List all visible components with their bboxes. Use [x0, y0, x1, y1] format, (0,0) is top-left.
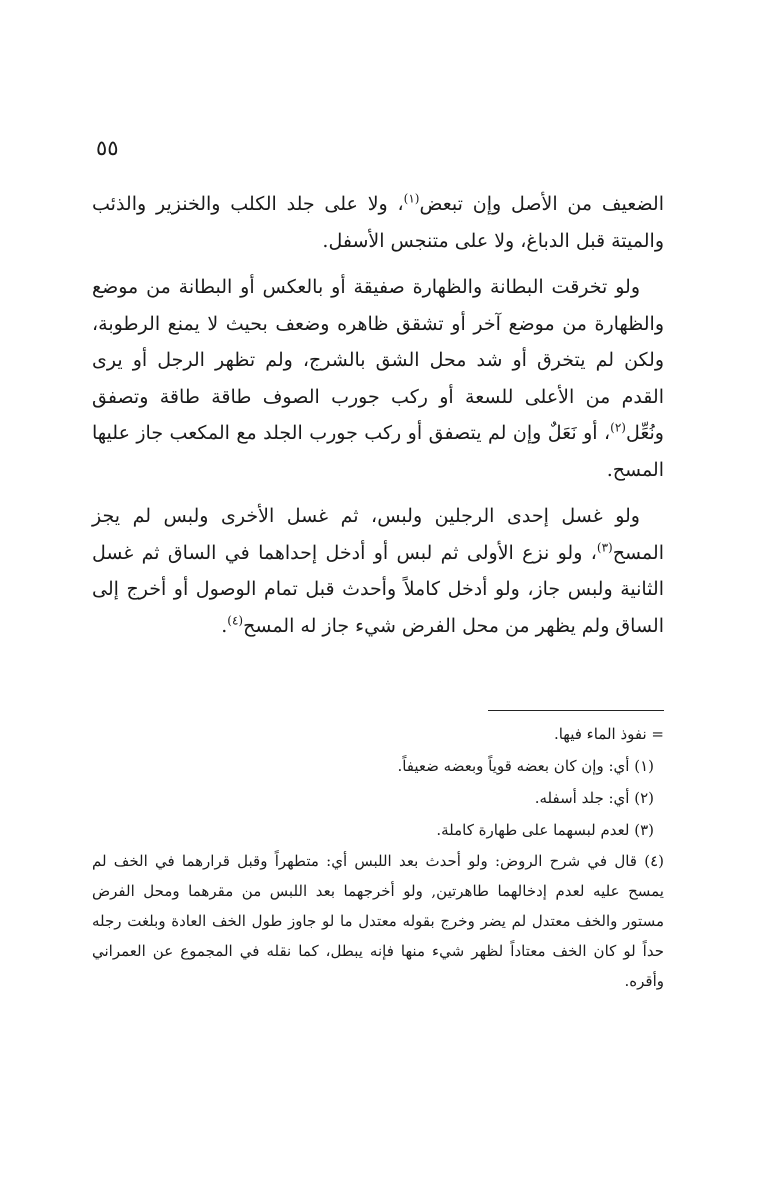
paragraph-1-text-b: ، ولا على جلد الكلب والخنزير والذئب والميتة قبل الدباغ، ولا على متنجس الأسفل.: [92, 193, 664, 252]
paragraph-2: [92, 269, 664, 488]
paragraph-3-text-a: ولو غسل إحدى الرجلين ولبس، ثم غسل الأخرى ولبس لم يجز المسح: [92, 505, 664, 564]
page-number: ٥٥: [96, 136, 119, 160]
paragraph-3-text-b: ، ولو نزع الأولى ثم لبس أو أدخل إحداهما في الساق ثم غسل الثانية ولبس جاز، ولو أدخل كاملاً وأحدث قبل تمام الوصول أو أخرج إلى الساق ولم يظهر من محل الفرض شيء جاز له المسح: [92, 541, 664, 637]
footnotes: [92, 718, 664, 996]
footnote-ref-3: (٣): [596, 540, 613, 555]
paragraph-1-text-a: الضعيف من الأصل وإن تبعض: [419, 193, 664, 215]
paragraph-3-text-c: .: [221, 614, 228, 637]
footnote-ref-1: (١): [403, 191, 420, 206]
footnote-ref-4: (٤): [227, 613, 244, 628]
main-text: [92, 186, 664, 654]
footnote-1: (١) أي: وإن كان بعضه قوياً وبعضه ضعيفاً.: [397, 757, 654, 775]
footnote-3: (٣) لعدم لبسهما على طهارة كاملة.: [436, 821, 654, 839]
footnote-ref-2: (٢): [610, 420, 626, 435]
footnote-continuation: = نفوذ الماء فيها.: [553, 725, 664, 743]
paragraph-2-text-a: ولو تخرقت البطانة والظهارة صفيقة أو بالعكس أو البطانة من موضع والظهارة من موضع آخر أو تشقق ظاهره وضعف بحيث لا يمنع الرطوبة، ولكن لم يتخرق أو شد محل الشق بالشرج، ولم تظهر الرجل أو يرى القدم من الأعلى للسعة أو ركب جورب الصوف طاقة طاقة وتصفق ونُعِّل: [92, 276, 664, 444]
footnote-2: (٢) أي: جلد أسفله.: [534, 789, 654, 807]
paragraph-3: [92, 498, 664, 644]
footnote-4: (٤) قال في شرح الروض: ولو أحدث بعد اللبس أي: متطهراً وقبل قرارهما في الخف لم يمسح عليه لعدم إدخالهما طاهرتين, ولو أخرجهما بعد اللبس من مقرهما ومحل الفرض مستور والخف معتدل لم يضر وخرج بقوله معتدل ما لو جاوز طول الخف العادة وبلغت رجله حداً لو كان الخف معتاداً لظهر شيء منها فإنه يبطل، كما نقله في المجموع عن العمراني وأقره.: [92, 852, 664, 990]
footnote-divider: [488, 710, 664, 711]
paragraph-2-text-b: ، أو نَعَلٌ وإن لم يتصفق أو ركب جورب الجلد مع المكعب جاز عليها المسح.: [92, 422, 664, 481]
paragraph-1: [92, 186, 664, 259]
